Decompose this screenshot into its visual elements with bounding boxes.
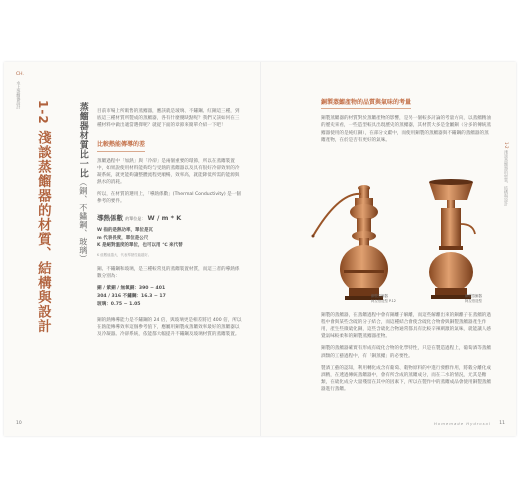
chapter-title xyxy=(34,100,51,333)
definition-item: W 指的是熱功率，單位是瓦 xyxy=(97,228,154,234)
conductivity-values xyxy=(97,285,243,308)
definitions-note: K 值數值越大，代表導熱性能越好。 xyxy=(97,252,152,257)
paragraph: 銅的熱傳導能力是不鏽鋼的 24 倍，與玻璃更是相差將近 400 倍，所以在熱能傳導效率這個參考值下，應屬用銅製成蒸餾效率最好的蒸餾器以及冷凝器。冷卻系統，依能都大幅提升不鏽鋼及玻璃材質的蒸餾裝置。 xyxy=(97,317,242,337)
intro-paragraph: 目前市場上所販售的蒸鰡器，應該就是玻璃、不鏽鋼、紅銅這三種，到底這三種材質所製成的蒸鰡器，各有什麼優缺點呢？我們又該如何在三種材料中做出適當選擇呢？就從下面的章節來簡單介紹一下吧！ xyxy=(97,109,240,129)
formula-title: 導熱係數 xyxy=(97,214,123,223)
copper-still-illustration xyxy=(309,174,409,304)
formula-unit: W / m * K xyxy=(147,214,182,223)
paragraph: 所以，在材質的選用上，「導熱係數」(Thermal Conductivity) 是一個參考的要件。 xyxy=(97,192,241,205)
copper-still-illustration xyxy=(411,174,501,304)
section-heading: 比較熱能傳導的差 xyxy=(97,140,145,151)
side-tag-label: CH. xyxy=(16,72,24,77)
side-tag xyxy=(16,72,36,109)
book-spread xyxy=(4,62,516,436)
definition-item: m 代表長度，單位是公尺 xyxy=(97,235,149,241)
paragraph: 製酒工藝的認知，利用轉化成含有葡萄、穀物原料的中進行發酵作用，將穀分離化成酒精，在透過傳統蒸餾器中，會有所含成的蒸餾成分，而在二水的情況，尤其是糖類，在硫化成分大量殘留在其中的因素下，所以在製作中的蒸餾成品會使用銅製蒸鰡器進行蒸餾。 xyxy=(321,365,491,392)
chapter-title-text: 淺談蒸餾器的材質、結構與設計 xyxy=(34,130,51,334)
illustration-caption xyxy=(371,294,396,304)
subheading xyxy=(77,102,88,263)
caption-line: 阿拉伯造型 P.12 xyxy=(371,298,396,303)
left-body xyxy=(97,108,243,343)
right-body-top xyxy=(321,98,491,144)
value-item: 玻璃：0.75 ~ 1.05 xyxy=(97,301,141,307)
side-tag xyxy=(504,142,509,206)
paragraph: 蒸餾過程中「加熱」與「冷卻」是兩個重要的環節，所以在蒸餾裝置中，如果說使用材料能夠均勻受熱的蒸餾器以及具有很好冷卻效果的冷凝系統，就更能夠讓整體流程更順暢，效率高，就能降低所需的能源與熱水的消耗。 xyxy=(97,158,240,185)
subheading-paren: （銅、不鏽鋼、玻璃） xyxy=(78,178,88,263)
section-heading: 銅製蒸鰡產物的品質與氣味的考量 xyxy=(321,98,411,109)
value-item: 304 / 316 不鏽鋼：16.3 ~ 17 xyxy=(97,294,166,300)
side-tag-label: 1-2 xyxy=(504,142,509,149)
definition-item: K 是絕對溫度的單位，也可以用 ℃ 來代替 xyxy=(97,242,183,248)
caption-line: 銅製蒸鰡器 xyxy=(465,294,482,298)
formula-unit-note: 的單位是： xyxy=(125,216,146,222)
chapter-number: 1-2 xyxy=(35,100,50,125)
paragraph: 銅、不鏽鋼和玻璃，是三種較常見的蒸餾裝置材質，而這三者的導熱係數分別為： xyxy=(97,267,240,280)
paragraph: 銅製的蒸鰡器，在蒸餾過程中會有銅離子解離，而這些解離出來的銅離子在蒸鰡的過程中會與某些含硫的分子結合，而這種結合會使含硫化合物會與銅製蒸鰡器產生作用，產生些微硫化銅，這些含硫化合物通常都具有比較辛辣刺激的氣味，就能讓人感覺氣味較柔和的銅製蒸鰡器產物。 xyxy=(321,313,491,340)
right-body-bottom xyxy=(321,312,491,398)
side-tag-vertical: 淺談蒸鰡器的材質、結構與設計 xyxy=(504,149,509,206)
illustration-caption xyxy=(465,294,482,304)
left-page xyxy=(4,62,260,436)
definitions-list xyxy=(97,227,243,249)
right-page xyxy=(260,62,517,436)
formula-heading xyxy=(97,213,243,223)
caption-line: 阿拉伯造型 xyxy=(465,298,482,303)
paragraph: 銅製的蒸鰡器確實有形成有硫化合物的化學特性，只是在製造過程上，葡萄酒等蒸鰡酒類的工藝過程中，有「銅蒸鰡」的必要性。 xyxy=(321,346,491,359)
page-number: 10 xyxy=(16,421,22,426)
caption-line: 銅製蒸鰡器 xyxy=(371,294,388,298)
page-number: 11 xyxy=(499,421,505,426)
running-footer: Homemade Hydrosol xyxy=(434,421,491,426)
paragraph: 銅製蒸餾器的材質對於蒸餾產物的影響，是另一個較多討論的考量方向，以蒸鰡精油的歷史來看，一些造型較具出現歷史的蒸鰡器，其材質大多是金屬銅（分多的傳統蒸鰡器使用的是純紅銅），在部分文獻中，而使用銅製的蒸鰡器與不鏽鋼的蒸鰡器的蒸餾產物，在於是否有更好的氣味。 xyxy=(321,116,491,143)
subheading-main: 蒸餾器材質比一比 xyxy=(77,102,88,178)
value-item: 銅 / 紫銅 / 無氧銅：390 ~ 401 xyxy=(97,286,166,292)
side-tag-vertical: 水上蒸鰡器設計 xyxy=(16,81,22,110)
